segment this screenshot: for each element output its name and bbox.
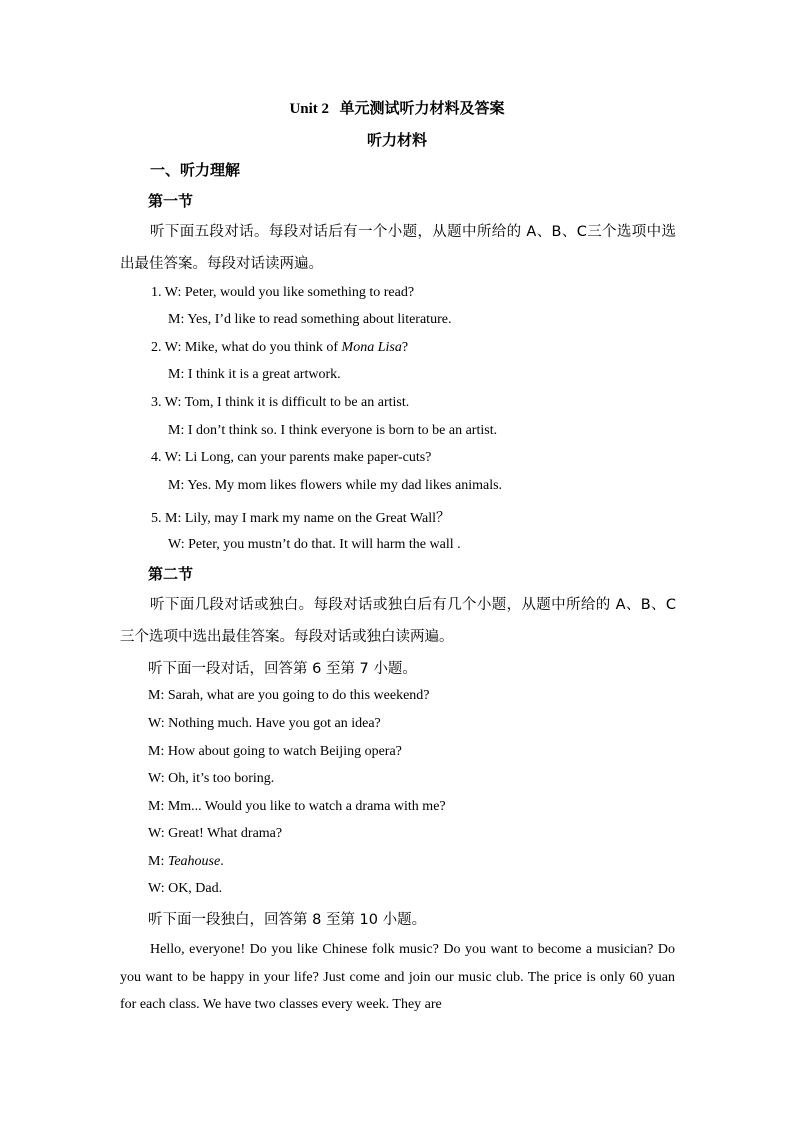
dialogue-4-line-1: 4. W: Li Long, can your parents make paper-cuts? xyxy=(151,450,432,465)
title-unit: Unit 2 xyxy=(289,101,330,117)
monologue-intro: 听下面一段独白，回答第 8 至第 10 小题。 xyxy=(148,912,427,928)
dialogue-2-text: 2. W: Mike, what do you think of xyxy=(151,340,342,355)
dialogue-5-line-2: W: Peter, you mustn’t do that. It will harm the wall . xyxy=(168,537,461,552)
part-heading: 一、听力理解 xyxy=(150,161,241,179)
section2-heading: 第二节 xyxy=(148,565,194,583)
document-subtitle: 听力材料 xyxy=(366,131,427,149)
document-title xyxy=(0,97,794,118)
dialogue-5-line-1: 5. M: Lily, may I mark my name on the Great Wall？ xyxy=(151,511,451,526)
title-text: 单元测试听力材料及答案 xyxy=(339,99,505,117)
conversation-line-6: W: Great! What drama? xyxy=(148,826,283,841)
artwork-title: Mona Lisa xyxy=(341,340,402,355)
section2-instructions: 听下面几段对话或独白。每段对话或独白后有几个小题，从题中所给的 A、B、C三个选项中选出最佳答案。每段对话或独白读两遍。 xyxy=(120,597,676,645)
dialogue-4-line-2: M: Yes. My mom likes flowers while my dad likes animals. xyxy=(168,478,503,493)
dialogue-1-line-1: 1. W: Peter, would you like something to read? xyxy=(151,285,415,300)
speaker-label: M: xyxy=(148,854,168,869)
conversation-line-8: W: OK, Dad. xyxy=(148,881,223,896)
dialogue-intro: 听下面一段对话，回答第 6 至第 7 小题。 xyxy=(148,661,417,677)
conversation-line-1: M: Sarah, what are you going to do this weekend? xyxy=(148,688,430,703)
section1-heading: 第一节 xyxy=(148,192,194,210)
dialogue-2-question-mark: ? xyxy=(401,340,409,355)
drama-title: Teahouse xyxy=(167,854,221,869)
conversation-line-5: M: Mm... Would you like to watch a drama with me? xyxy=(148,799,446,814)
conversation-line-4: W: Oh, it’s too boring. xyxy=(148,771,275,786)
dialogue-2-line-2: M: I think it is a great artwork. xyxy=(168,367,341,382)
section1-instructions: 听下面五段对话。每段对话后有一个小题，从题中所给的 A、B、C三个选项中选出最佳答案。每段对话读两遍。 xyxy=(120,224,676,272)
conversation-line-2: W: Nothing much. Have you got an idea? xyxy=(148,716,381,731)
conversation-line-3: M: How about going to watch Beijing opera? xyxy=(148,744,402,759)
monologue-paragraph: Hello, everyone! Do you like Chinese folk music? Do you want to become a musician? Do you want to be happy in your life? Just come and join our music club. The price is only 60 yuan for each class. We have two classes every week. They are xyxy=(120,942,675,1013)
dialogue-2-line-1 xyxy=(151,340,408,356)
dialogue-1-line-2: M: Yes, I’d like to read something about literature. xyxy=(168,312,452,327)
dialogue-3-line-2: M: I don’t think so. I think everyone is born to be an artist. xyxy=(168,423,498,438)
conversation-line-7 xyxy=(148,854,224,870)
dialogue-3-line-1: 3. W: Tom, I think it is difficult to be an artist. xyxy=(151,395,410,410)
period: . xyxy=(220,854,224,869)
